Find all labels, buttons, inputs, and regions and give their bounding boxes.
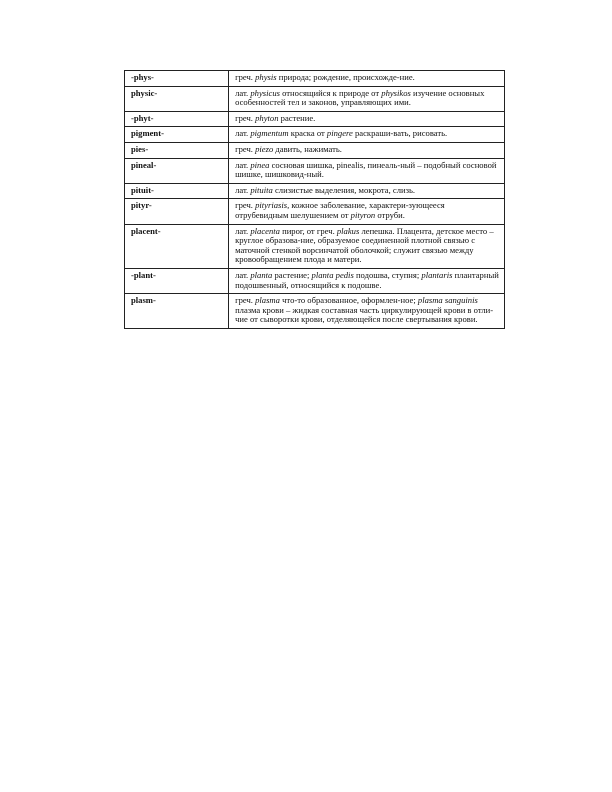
definition-cell: [229, 183, 505, 199]
definition-text: изучение основных особенностей тел и законов, управляющих ими.: [235, 87, 485, 108]
definition-text: лат.: [235, 269, 251, 280]
term-cell: -phys-: [125, 71, 229, 87]
definition-text: растение;: [272, 269, 312, 280]
glossary-row: [125, 142, 505, 158]
definition-italic-text: pinea: [250, 159, 270, 170]
definition-text: лат.: [235, 184, 251, 195]
glossary-row: [125, 268, 505, 293]
definition-text: греч.: [235, 295, 256, 306]
term-cell: placent-: [125, 224, 229, 268]
definition-text: кожное заболевание, характери-зующееся отрубевидным шелушением от: [235, 200, 445, 220]
definition-cell: [229, 158, 505, 183]
definition-text: сосновая шишка, pinealis, пинеаль-ный – подобный сосновой шишке, шишковид-ный.: [235, 159, 497, 180]
definition-italic-text: plasma: [255, 295, 280, 306]
definition-text: что-то образованное, оформлен-ное;: [279, 295, 418, 306]
term-cell: plasm-: [125, 294, 229, 329]
term-cell: pituit-: [125, 183, 229, 199]
term-cell: physic-: [125, 86, 229, 111]
definition-cell: [229, 224, 505, 268]
definition-cell: [229, 111, 505, 127]
definition-text: пирог, от греч.: [279, 225, 337, 236]
glossary-row: [125, 158, 505, 183]
definition-text: греч.: [235, 200, 256, 211]
glossary-row: [125, 86, 505, 111]
definition-italic-text: pityron: [350, 209, 376, 220]
definition-italic-text: plakus: [336, 225, 360, 236]
definition-italic-text: planta: [250, 269, 273, 280]
term-cell: pies-: [125, 142, 229, 158]
definition-text: лат.: [235, 159, 251, 170]
glossary-row: [125, 224, 505, 268]
definition-cell: [229, 268, 505, 293]
glossary-table: [124, 70, 505, 329]
definition-italic-text: plantaris: [421, 269, 453, 280]
definition-text: плантарный подошвенный, относящийся к подошве.: [235, 269, 499, 290]
definition-italic-text: physicus: [250, 87, 280, 98]
definition-text: греч.: [235, 112, 256, 123]
definition-text: лат.: [235, 128, 251, 139]
definition-cell: [229, 71, 505, 87]
definition-italic-text: phyton: [255, 112, 279, 123]
definition-italic-text: pigmentum: [250, 128, 289, 139]
glossary-body: [125, 71, 505, 329]
definition-cell: [229, 86, 505, 111]
definition-text: подошва, ступня;: [353, 269, 422, 280]
definition-italic-text: pingere: [326, 128, 353, 139]
definition-text: природа; рождение, происхожде-ние.: [276, 72, 415, 82]
definition-text: растение.: [278, 112, 316, 123]
glossary-row: [125, 71, 505, 87]
definition-text: плазма крови – жидкая составная часть циркулирующей крови в отли-чие от сыворотки крови, отделяющейся после свертывания крови.: [235, 304, 494, 325]
glossary-row: [125, 127, 505, 143]
definition-text: лепешка. Плацента, детское место – круглое образова-ние, образуемое соединенной плотной связью с маточной стенкой ворсинчатой оболочкой; служит связью между кровообращением плода и матери.: [235, 225, 494, 265]
glossary-row: [125, 183, 505, 199]
definition-italic-text: planta pedis: [311, 269, 354, 280]
definition-text: лат.: [235, 225, 251, 236]
definition-cell: [229, 199, 505, 224]
definition-italic-text: piezo: [255, 143, 274, 154]
definition-italic-text: physikos: [381, 87, 411, 98]
definition-cell: [229, 127, 505, 143]
definition-italic-text: pituita: [250, 184, 273, 195]
glossary-row: [125, 199, 505, 224]
definition-text: отруби.: [375, 209, 405, 220]
definition-text: давить, нажимать.: [273, 143, 342, 154]
definition-text: греч.: [235, 143, 256, 154]
term-cell: -plant-: [125, 268, 229, 293]
definition-italic-text: placenta: [250, 225, 280, 236]
definition-text: относящийся к природе от: [279, 87, 382, 98]
definition-cell: [229, 142, 505, 158]
definition-italic-text: pityriasis,: [255, 200, 290, 211]
glossary-row: [125, 111, 505, 127]
definition-text: лат.: [235, 87, 251, 98]
glossary-row: [125, 294, 505, 329]
term-cell: pineal-: [125, 158, 229, 183]
term-cell: pigment-: [125, 127, 229, 143]
definition-italic-text: plasma sanguinis: [417, 295, 478, 306]
definition-text: раскраши-вать, рисовать.: [352, 128, 448, 139]
term-cell: -phyt-: [125, 111, 229, 127]
definition-text: греч.: [235, 72, 256, 82]
definition-text: краска от: [288, 128, 327, 139]
definition-cell: [229, 294, 505, 329]
definition-text: слизистые выделения, мокрота, слизь.: [272, 184, 416, 195]
term-cell: pityr-: [125, 199, 229, 224]
definition-italic-text: physis: [255, 72, 277, 82]
